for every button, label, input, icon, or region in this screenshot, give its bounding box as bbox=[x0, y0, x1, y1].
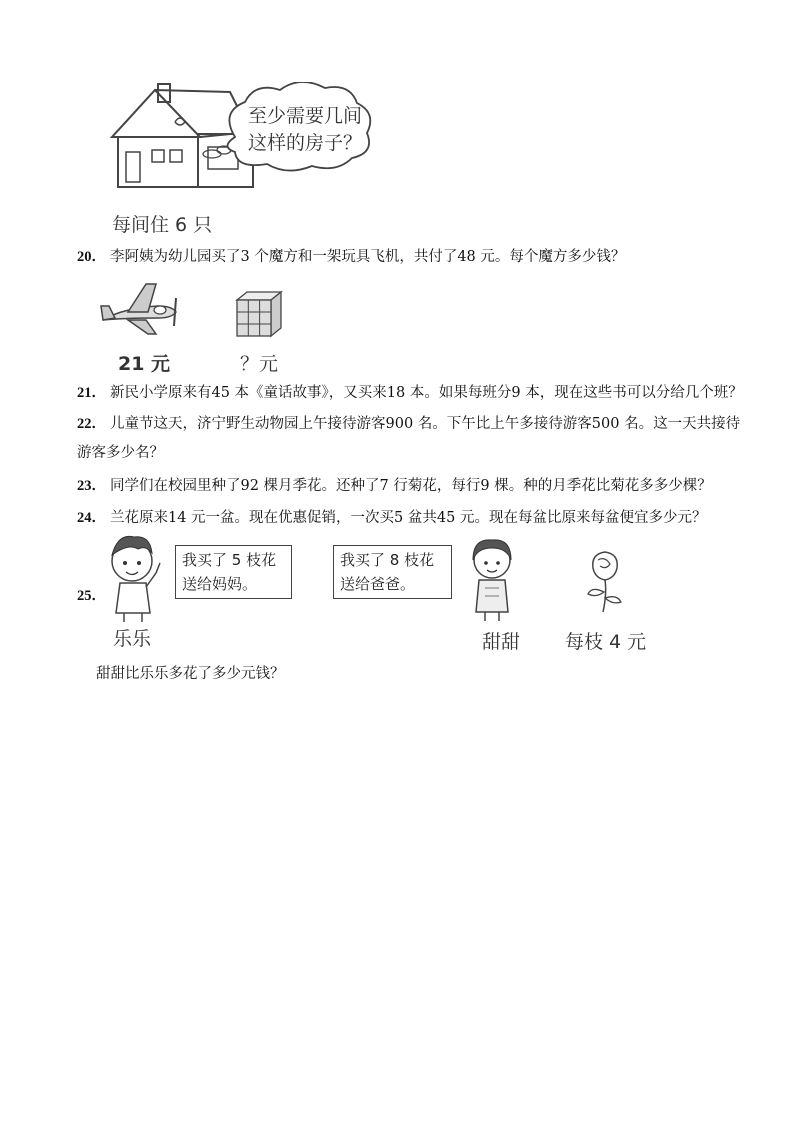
question-number: 20． bbox=[77, 249, 106, 265]
question-number: 24． bbox=[77, 510, 106, 526]
toy-plane-image bbox=[98, 280, 180, 340]
question-text: 同学们在校园里种了92 棵月季花。还种了7 行菊花，每行9 棵。种的月季花比菊花多多少棵？ bbox=[110, 478, 712, 494]
lele-name: 乐乐 bbox=[113, 628, 152, 650]
question-25-text: 甜甜比乐乐多花了多少元钱？ bbox=[96, 666, 285, 682]
lele-bubble-line-2: 送给妈妈。 bbox=[182, 575, 258, 593]
tiantian-bubble-line-1: 我买了 8 枝花 bbox=[340, 551, 435, 569]
rubik-cube-image bbox=[234, 290, 284, 340]
question-22 bbox=[77, 414, 740, 434]
house-caption: 每间住 6 只 bbox=[112, 214, 213, 236]
lele-bubble-line-1: 我买了 5 枝花 bbox=[182, 551, 277, 569]
lele-speech-bubble bbox=[175, 545, 292, 599]
tiantian-name: 甜甜 bbox=[482, 631, 521, 653]
question-text: 新民小学原来有45 本《童话故事》，又买来18 本。如果每班分9 本，现在这些书可以分给几个班？ bbox=[110, 385, 743, 401]
lele-figure bbox=[104, 533, 170, 623]
flower-price: 每枝 4 元 bbox=[565, 631, 647, 653]
question-text: 兰花原来14 元一盆。现在优惠促销，一次买5 盆共45 元。现在每盆比原来每盆便宜多少元？ bbox=[110, 510, 707, 526]
question-text-line-1: 儿童节这天，济宁野生动物园上午接待游客900 名。下午比上午多接待游客500 名。这一天共接待 bbox=[110, 416, 741, 432]
question-24 bbox=[77, 508, 706, 528]
question-number: 25． bbox=[77, 588, 106, 604]
question-20 bbox=[77, 247, 625, 267]
question-23 bbox=[77, 476, 712, 496]
cube-price: ？元 bbox=[240, 353, 279, 375]
tiantian-speech-bubble bbox=[333, 545, 452, 599]
rose-icon bbox=[580, 548, 630, 614]
question-text: 李阿姨为幼儿园买了3 个魔方和一架玩具飞机，共付了48 元。每个魔方多少钱？ bbox=[110, 249, 626, 265]
thought-line-1: 至少需要几间 bbox=[248, 105, 363, 127]
question-number: 23． bbox=[77, 478, 106, 494]
thought-line-2: 这样的房子？ bbox=[248, 132, 363, 154]
question-number: 21． bbox=[77, 385, 106, 401]
plane-price: 21 元 bbox=[118, 353, 171, 375]
question-21 bbox=[77, 383, 743, 403]
tiantian-figure bbox=[467, 536, 517, 622]
question-number: 22． bbox=[77, 416, 106, 432]
thought-bubble-text bbox=[248, 103, 362, 157]
tiantian-bubble-line-2: 送给爸爸。 bbox=[340, 575, 416, 593]
question-22-line-2: 游客多少名？ bbox=[77, 445, 164, 461]
